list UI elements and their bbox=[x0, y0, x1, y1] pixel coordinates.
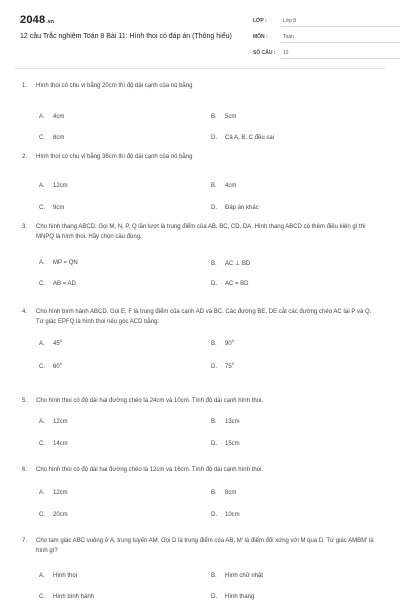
answer-options bbox=[22, 556, 378, 600]
site-logo[interactable] bbox=[20, 14, 54, 26]
page-title: 12 câu Trắc nghiệm Toán 8 Bài 11: Hình thoi có đáp án (Thông hiểu) bbox=[20, 33, 232, 40]
question-body: Cho tam giác ABC vuông ở A, trung tuyến AM. Gọi D là trung điểm của AB, M' là điểm đối xứng với M qua D. Tứ giác AMBM' là hình gì? bbox=[36, 538, 374, 554]
option-b[interactable]: B. 4cm bbox=[211, 182, 237, 189]
option-d[interactable]: D. Hình thang bbox=[211, 594, 255, 600]
question-5 bbox=[22, 397, 378, 451]
option-c[interactable]: C. AB = AD bbox=[39, 281, 76, 287]
meta-underline bbox=[281, 26, 400, 27]
question-body: Cho hình thang ABCD. Gọi M, N, P, Q lần lượt là trung điểm của AB, BC, CD, DA. Hình thang ABCD có thêm điều kiện gì thì MNPQ là hình thoi. Hãy chọn câu đúng. bbox=[36, 224, 366, 240]
option-c[interactable]: C. $60^0$ bbox=[39, 361, 62, 370]
answer-options bbox=[22, 327, 378, 371]
option-b[interactable]: B. $90^0$ bbox=[211, 338, 234, 347]
logo-suffix: .vn bbox=[46, 19, 55, 25]
answer-options bbox=[22, 92, 378, 141]
question-body: Cho hình bình hành ABCD. Gọi E, F là trung điểm của cạnh AD và BC. Các đường BE, DE cắt các đường chéo AC tại P và Q. Tứ giác EPFQ là hình thoi nếu góc ACD bằng: bbox=[36, 309, 372, 325]
meta-key: LỚP : bbox=[253, 18, 267, 24]
option-a[interactable]: A. 12cm bbox=[39, 489, 68, 496]
meta-key: SỐ CÂU : bbox=[253, 50, 276, 56]
question-1 bbox=[22, 82, 378, 141]
meta-value: 12 bbox=[283, 50, 289, 56]
page-header bbox=[20, 14, 380, 70]
question-body: Hình thoi có chu vi bằng 36cm thì độ dài cạnh của nó bằng bbox=[36, 154, 193, 160]
option-d[interactable]: D. $75^0$ bbox=[211, 361, 234, 370]
option-b[interactable]: B. AC ⊥ BD bbox=[211, 261, 251, 267]
question-6 bbox=[22, 466, 378, 520]
question-text bbox=[22, 308, 378, 327]
answer-options bbox=[22, 242, 378, 286]
option-a[interactable]: A. MP = QN bbox=[39, 260, 78, 266]
meta-panel bbox=[253, 14, 400, 62]
meta-row-class bbox=[253, 14, 400, 30]
question-body: Hình thoi có chu vi bằng 20cm thì độ dài cạnh của nó bằng bbox=[36, 83, 193, 89]
question-2 bbox=[22, 153, 378, 211]
option-d[interactable]: D. 10cm bbox=[211, 511, 240, 518]
question-number: 7. bbox=[22, 538, 28, 544]
option-a[interactable]: A. 4cm bbox=[39, 113, 65, 120]
option-b[interactable]: B. 5cm bbox=[211, 113, 237, 120]
option-b[interactable]: B. 13cm bbox=[211, 418, 240, 425]
logo-main: 2048 bbox=[20, 14, 46, 26]
meta-underline bbox=[281, 58, 400, 59]
meta-value: Lớp 8 bbox=[283, 18, 297, 24]
meta-value: Toán bbox=[283, 34, 294, 40]
meta-key: MÔN : bbox=[253, 34, 268, 40]
question-text bbox=[22, 466, 378, 476]
option-d[interactable]: D. Cả A, B, C đều sai bbox=[211, 134, 275, 141]
meta-row-subject bbox=[253, 30, 400, 46]
answer-options bbox=[22, 407, 378, 451]
option-d[interactable]: D. AC = BD bbox=[211, 281, 249, 287]
meta-underline bbox=[281, 42, 400, 43]
question-body: Cho hình thoi có độ dài hai đường chéo là 24cm và 10cm. Tính độ dài cạnh hình thoi. bbox=[36, 398, 263, 404]
answer-options bbox=[22, 476, 378, 520]
question-text bbox=[22, 537, 378, 556]
header-divider bbox=[14, 68, 386, 69]
question-text bbox=[22, 397, 378, 407]
option-b[interactable]: B. 8cm bbox=[211, 489, 237, 496]
question-number: 1. bbox=[22, 83, 28, 89]
question-text bbox=[22, 82, 378, 92]
question-number: 4. bbox=[22, 309, 28, 315]
option-c[interactable]: C. Hình bình hành bbox=[39, 594, 95, 600]
option-a[interactable]: A. 12cm bbox=[39, 182, 68, 189]
option-b[interactable]: B. Hình chữ nhật bbox=[211, 573, 264, 579]
question-3 bbox=[22, 223, 378, 286]
question-number: 2. bbox=[22, 154, 28, 160]
option-a[interactable]: A. $45^0$ bbox=[39, 338, 62, 347]
option-c[interactable]: C. 14cm bbox=[39, 440, 68, 447]
question-number: 3. bbox=[22, 224, 28, 230]
question-text bbox=[22, 153, 378, 163]
option-c[interactable]: C. 9cm bbox=[39, 204, 65, 211]
option-d[interactable]: D. 15cm bbox=[211, 440, 240, 447]
question-7 bbox=[22, 537, 378, 600]
question-body: Cho hình thoi có độ dài hai đường chéo là 12cm và 16cm. Tính độ dài cạnh hình thoi. bbox=[36, 467, 263, 473]
option-c[interactable]: C. 20cm bbox=[39, 511, 68, 518]
option-c[interactable]: C. 8cm bbox=[39, 134, 65, 141]
question-text bbox=[22, 223, 378, 242]
answer-options bbox=[22, 163, 378, 211]
option-a[interactable]: A. 12cm bbox=[39, 418, 68, 425]
meta-row-count bbox=[253, 46, 400, 62]
option-d[interactable]: D. Đáp án khác bbox=[211, 204, 259, 211]
option-a[interactable]: A. Hình thoi bbox=[39, 573, 78, 579]
question-number: 5. bbox=[22, 398, 28, 404]
question-number: 6. bbox=[22, 467, 28, 473]
question-4 bbox=[22, 308, 378, 371]
